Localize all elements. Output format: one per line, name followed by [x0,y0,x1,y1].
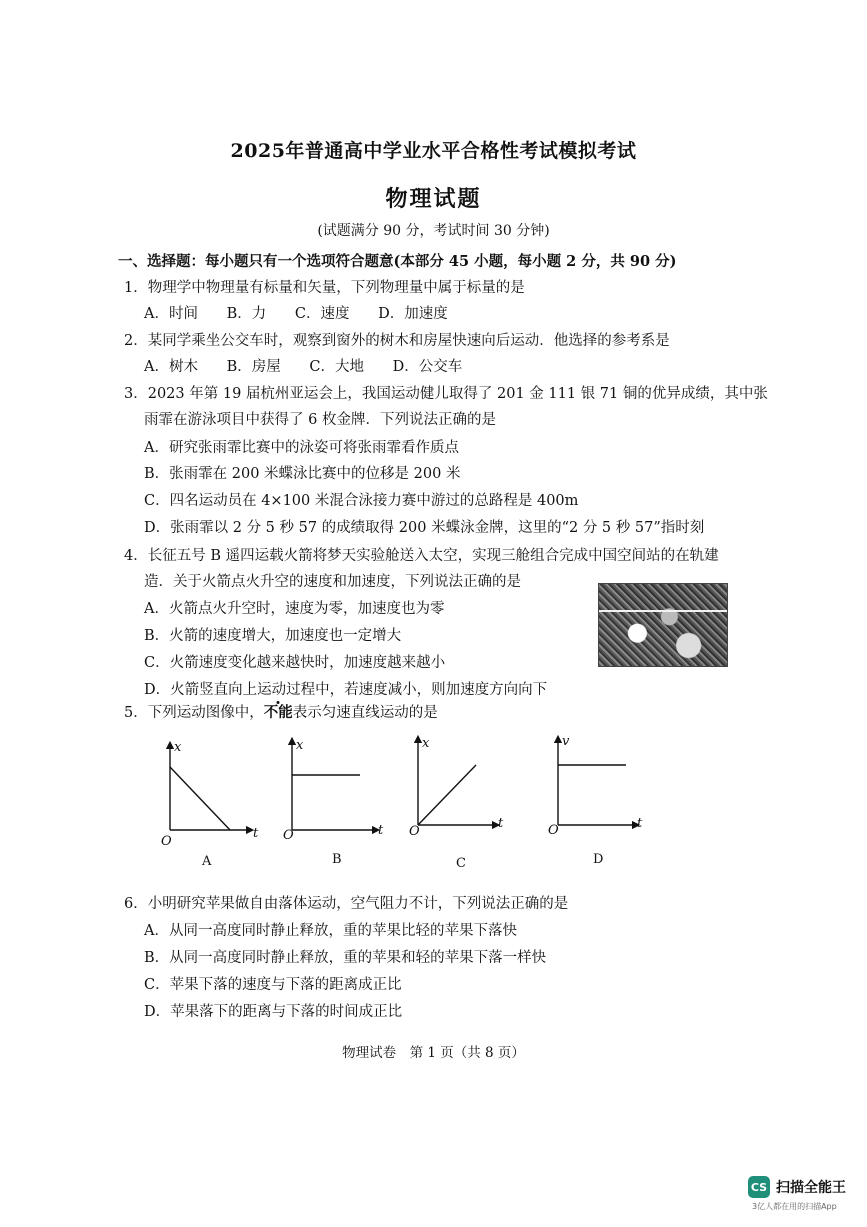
q4-option-c: C．火箭速度变化越来越快时，加速度越来越小 [144,655,446,671]
graph-a [161,740,259,869]
graph-a-origin: O [161,834,172,849]
q5-stem-prefix: 5．下列运动图像中， [124,705,264,721]
q1-options [144,302,472,323]
graph-d-x-label: t [637,816,643,831]
q2-stem: 2．某同学乘坐公交车时，观察到窗外的树木和房屋快速向后运动．他选择的参考系是 [124,333,670,349]
graph-b [283,738,384,867]
q6-option-b: B．从同一高度同时静止释放，重的苹果和轻的苹果下落一样快 [144,950,547,966]
camscanner-logo-icon: CS [748,1176,770,1198]
q1-stem: 1．物理学中物理量有标量和矢量，下列物理量中属于标量的是 [124,280,525,296]
graph-c-y-label: x [422,736,430,751]
q6-option-a: A．从同一高度同时静止释放，重的苹果比轻的苹果下落快 [144,923,517,939]
graph-c-line [418,765,476,825]
q5-stem-suffix: 表示匀速直线运动的是 [292,705,438,721]
graph-a-line [170,767,230,830]
q2-option-b: B．房屋 [226,359,281,375]
graph-b-origin: O [283,828,294,843]
q1-option-d: D．加速度 [378,306,448,322]
q4-option-a: A．火箭点火升空时，速度为零，加速度也为零 [144,601,445,617]
scanner-tagline: 3亿人都在用的扫描App [752,1202,837,1211]
graph-c-label: C [456,856,466,871]
exam-title: 2025年普通高中学业水平合格性考试模拟考试 [230,140,637,162]
q6-stem: 6．小明研究苹果做自由落体运动，空气阻力不计，下列说法正确的是 [124,896,569,912]
section-heading: 一、选择题：每小题只有一个选项符合题意(本部分 45 小题，每小题 2 分，共 90 分) [118,253,677,270]
graph-d-y-label: v [562,735,570,749]
q2-option-d: D．公交车 [392,359,463,375]
q5-graphs-svg [150,735,670,875]
q3-option-c: C．四名运动员在 4×100 米混合泳接力赛中游过的总路程是 400m [144,493,579,509]
graph-b-label: B [332,852,342,867]
page-footer: 物理试卷 第 1 页（共 8 页） [342,1045,525,1061]
rocket-launch-photo [598,583,728,667]
q4-stem-line2: 造．关于火箭点火升空的速度和加速度，下列说法正确的是 [144,574,521,590]
q3-option-a: A．研究张雨霏比赛中的泳姿可将张雨霏看作质点 [144,440,459,456]
q3-stem-line2: 雨霏在游泳项目中获得了 6 枚金牌．下列说法正确的是 [144,412,496,428]
q3-option-b: B．张雨霏在 200 米蝶泳比赛中的位移是 200 米 [144,466,461,482]
graph-a-label: A [202,854,212,869]
graph-c-x-label: t [498,816,504,831]
graph-a-y-label: x [174,740,182,755]
subject-title: 物理试题 [385,186,482,212]
q1-option-a: A．时间 [144,306,198,322]
scanner-app-name: 扫描全能王 [776,1180,846,1196]
q6-option-c: C．苹果下落的速度与下落的距离成正比 [144,977,402,993]
graph-b-x-label: t [378,823,384,838]
q5-stem [124,701,438,722]
q4-option-d: D．火箭竖直向上运动过程中，若速度减小，则加速度方向向下 [144,682,548,698]
graph-b-y-label: x [296,738,304,753]
q4-stem-line1: 4．长征五号 B 遥四运载火箭将梦天实验舱送入太空，实现三舱组合完成中国空间站的在轨建 [124,548,719,564]
q1-option-b: B．力 [226,306,267,322]
graph-d-origin: O [548,823,559,838]
q2-options [144,355,486,376]
q3-option-d: D．张雨霏以 2 分 5 秒 57 的成绩取得 200 米蝶泳金牌，这里的“2 分 5 秒 57”指时刻 [144,520,705,536]
graph-a-x-label: t [253,826,259,841]
scanner-watermark [748,1176,846,1198]
q6-option-d: D．苹果落下的距离与下落的时间成正比 [144,1004,403,1020]
q4-option-b: B．火箭的速度增大，加速度也一定增大 [144,628,402,644]
q2-option-c: C．大地 [309,359,364,375]
graph-d-label: D [593,852,604,867]
graph-d [548,735,643,867]
q2-option-a: A．树木 [144,359,198,375]
q5-emphasis: 不能 [263,704,293,721]
q5-graphs [150,735,670,875]
q1-option-c: C．速度 [294,306,350,322]
exam-subtitle: (试题满分 90 分，考试时间 30 分钟) [317,223,550,239]
graph-c [409,736,504,871]
q3-stem-line1: 3．2023 年第 19 届杭州亚运会上，我国运动健儿取得了 201 金 111 银 71 铜的优异成绩，其中张 [124,386,768,402]
graph-c-origin: O [409,824,420,839]
